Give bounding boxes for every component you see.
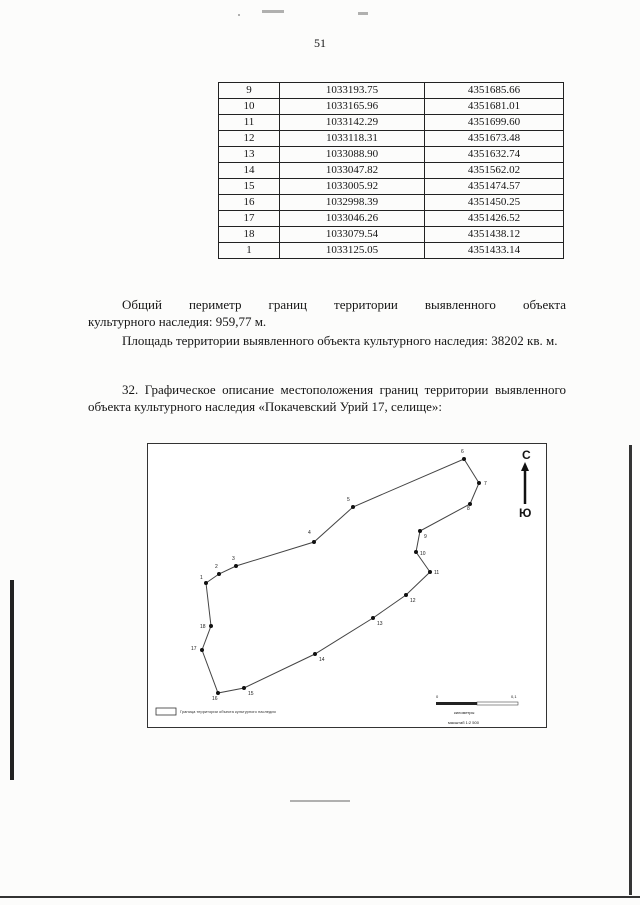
- point-number-cell: 1: [219, 243, 280, 259]
- perimeter-text-tail: культурного наследия: 959,77 м.: [88, 314, 267, 329]
- x-coordinate-cell: 1033079.54: [280, 227, 425, 243]
- boundary-point-marker: [216, 691, 220, 695]
- boundary-point-marker: [234, 564, 238, 568]
- point-number-cell: 9: [219, 83, 280, 99]
- section-32-paragraph: [88, 381, 566, 415]
- scan-speck: [290, 800, 350, 802]
- boundary-point-marker: [242, 686, 246, 690]
- boundary-point-label: 17: [191, 646, 197, 652]
- boundary-point-label: 11: [434, 570, 440, 576]
- scan-edge-bottom: [0, 896, 640, 898]
- point-number-cell: 14: [219, 163, 280, 179]
- north-arrow-head-icon: [521, 462, 529, 471]
- scale-left-label: 0: [436, 694, 439, 699]
- boundary-map: [147, 443, 547, 728]
- boundary-point-label: 5: [347, 497, 350, 503]
- x-coordinate-cell: 1033165.96: [280, 99, 425, 115]
- table-row: [219, 227, 564, 243]
- boundary-point-label: 15: [248, 691, 254, 697]
- x-coordinate-cell: 1033088.90: [280, 147, 425, 163]
- scale-ratio-label: масштаб 1:2 500: [448, 720, 479, 725]
- point-number-cell: 10: [219, 99, 280, 115]
- x-coordinate-cell: 1033046.26: [280, 211, 425, 227]
- boundary-point-marker: [462, 457, 466, 461]
- section-32-text: 32. Графическое описание местоположения границ территории выявленного объекта культурного наследия «Покачевский Урий 17, селище»:: [88, 382, 566, 414]
- table-row: [219, 131, 564, 147]
- x-coordinate-cell: 1033193.75: [280, 83, 425, 99]
- boundary-point-label: 7: [484, 481, 487, 487]
- scan-edge-left: [10, 580, 14, 780]
- boundary-point-marker: [312, 540, 316, 544]
- boundary-point-label: 1: [200, 575, 203, 581]
- point-number-cell: 16: [219, 195, 280, 211]
- boundary-point-marker: [204, 581, 208, 585]
- boundary-point-label: 9: [424, 534, 427, 540]
- x-coordinate-cell: 1033118.31: [280, 131, 425, 147]
- scan-speck: [358, 12, 368, 15]
- y-coordinate-cell: 4351632.74: [425, 147, 564, 163]
- table-row: [219, 243, 564, 259]
- boundary-polyline: [202, 459, 479, 693]
- boundary-point-label: 8: [467, 506, 470, 512]
- y-coordinate-cell: 4351474.57: [425, 179, 564, 195]
- perimeter-paragraph: [88, 296, 566, 330]
- y-coordinate-cell: 4351673.48: [425, 131, 564, 147]
- x-coordinate-cell: 1033142.29: [280, 115, 425, 131]
- area-paragraph: [88, 332, 566, 349]
- boundary-map-drawing: [148, 444, 546, 727]
- point-number-cell: 11: [219, 115, 280, 131]
- table-row: [219, 211, 564, 227]
- point-number-cell: 12: [219, 131, 280, 147]
- boundary-point-marker: [418, 529, 422, 533]
- scan-speck: [262, 10, 284, 13]
- point-number-cell: 13: [219, 147, 280, 163]
- boundary-point-marker: [428, 570, 432, 574]
- legend-label: Граница территории объекта культурного наследия: [180, 709, 276, 714]
- table-row: [219, 83, 564, 99]
- boundary-point-marker: [371, 616, 375, 620]
- boundary-point-label: 10: [420, 551, 426, 557]
- boundary-point-marker: [313, 652, 317, 656]
- point-number-cell: 18: [219, 227, 280, 243]
- boundary-point-label: 6: [461, 449, 464, 455]
- table-row: [219, 99, 564, 115]
- boundary-point-label: 2: [215, 564, 218, 570]
- scan-speck: [238, 14, 240, 16]
- y-coordinate-cell: 4351450.25: [425, 195, 564, 211]
- y-coordinate-cell: 4351699.60: [425, 115, 564, 131]
- perimeter-text-head: Общий периметр границ территории выявленного объекта: [122, 297, 566, 312]
- boundary-point-label: 4: [308, 530, 311, 536]
- table-row: [219, 163, 564, 179]
- coordinates-table: [218, 82, 564, 259]
- scale-bar-segment: [477, 702, 518, 705]
- boundary-point-label: 13: [377, 621, 383, 627]
- area-text: Площадь территории выявленного объекта культурного наследия: 38202 кв. м.: [122, 333, 558, 348]
- y-coordinate-cell: 4351438.12: [425, 227, 564, 243]
- table-row: [219, 179, 564, 195]
- scale-right-label: 0,1: [511, 694, 517, 699]
- boundary-point-label: 18: [200, 624, 206, 630]
- legend-swatch: [156, 708, 176, 715]
- page-number: 51: [314, 36, 326, 50]
- boundary-point-label: 16: [212, 696, 218, 702]
- scale-unit-label: километры: [454, 710, 475, 715]
- boundary-point-marker: [200, 648, 204, 652]
- point-number-cell: 15: [219, 179, 280, 195]
- boundary-point-label: 14: [319, 657, 325, 663]
- y-coordinate-cell: 4351681.01: [425, 99, 564, 115]
- point-number-cell: 17: [219, 211, 280, 227]
- scan-edge-right: [629, 445, 632, 895]
- boundary-point-marker: [209, 624, 213, 628]
- x-coordinate-cell: 1033005.92: [280, 179, 425, 195]
- boundary-point-marker: [217, 572, 221, 576]
- boundary-point-label: 3: [232, 556, 235, 562]
- x-coordinate-cell: 1032998.39: [280, 195, 425, 211]
- x-coordinate-cell: 1033125.05: [280, 243, 425, 259]
- south-label: Ю: [519, 506, 532, 520]
- boundary-point-marker: [404, 593, 408, 597]
- y-coordinate-cell: 4351433.14: [425, 243, 564, 259]
- table-row: [219, 195, 564, 211]
- north-label: С: [522, 448, 531, 462]
- y-coordinate-cell: 4351562.02: [425, 163, 564, 179]
- y-coordinate-cell: 4351685.66: [425, 83, 564, 99]
- boundary-point-marker: [351, 505, 355, 509]
- boundary-point-marker: [477, 481, 481, 485]
- boundary-point-label: 12: [410, 598, 416, 604]
- x-coordinate-cell: 1033047.82: [280, 163, 425, 179]
- boundary-point-marker: [414, 550, 418, 554]
- y-coordinate-cell: 4351426.52: [425, 211, 564, 227]
- table-row: [219, 115, 564, 131]
- table-row: [219, 147, 564, 163]
